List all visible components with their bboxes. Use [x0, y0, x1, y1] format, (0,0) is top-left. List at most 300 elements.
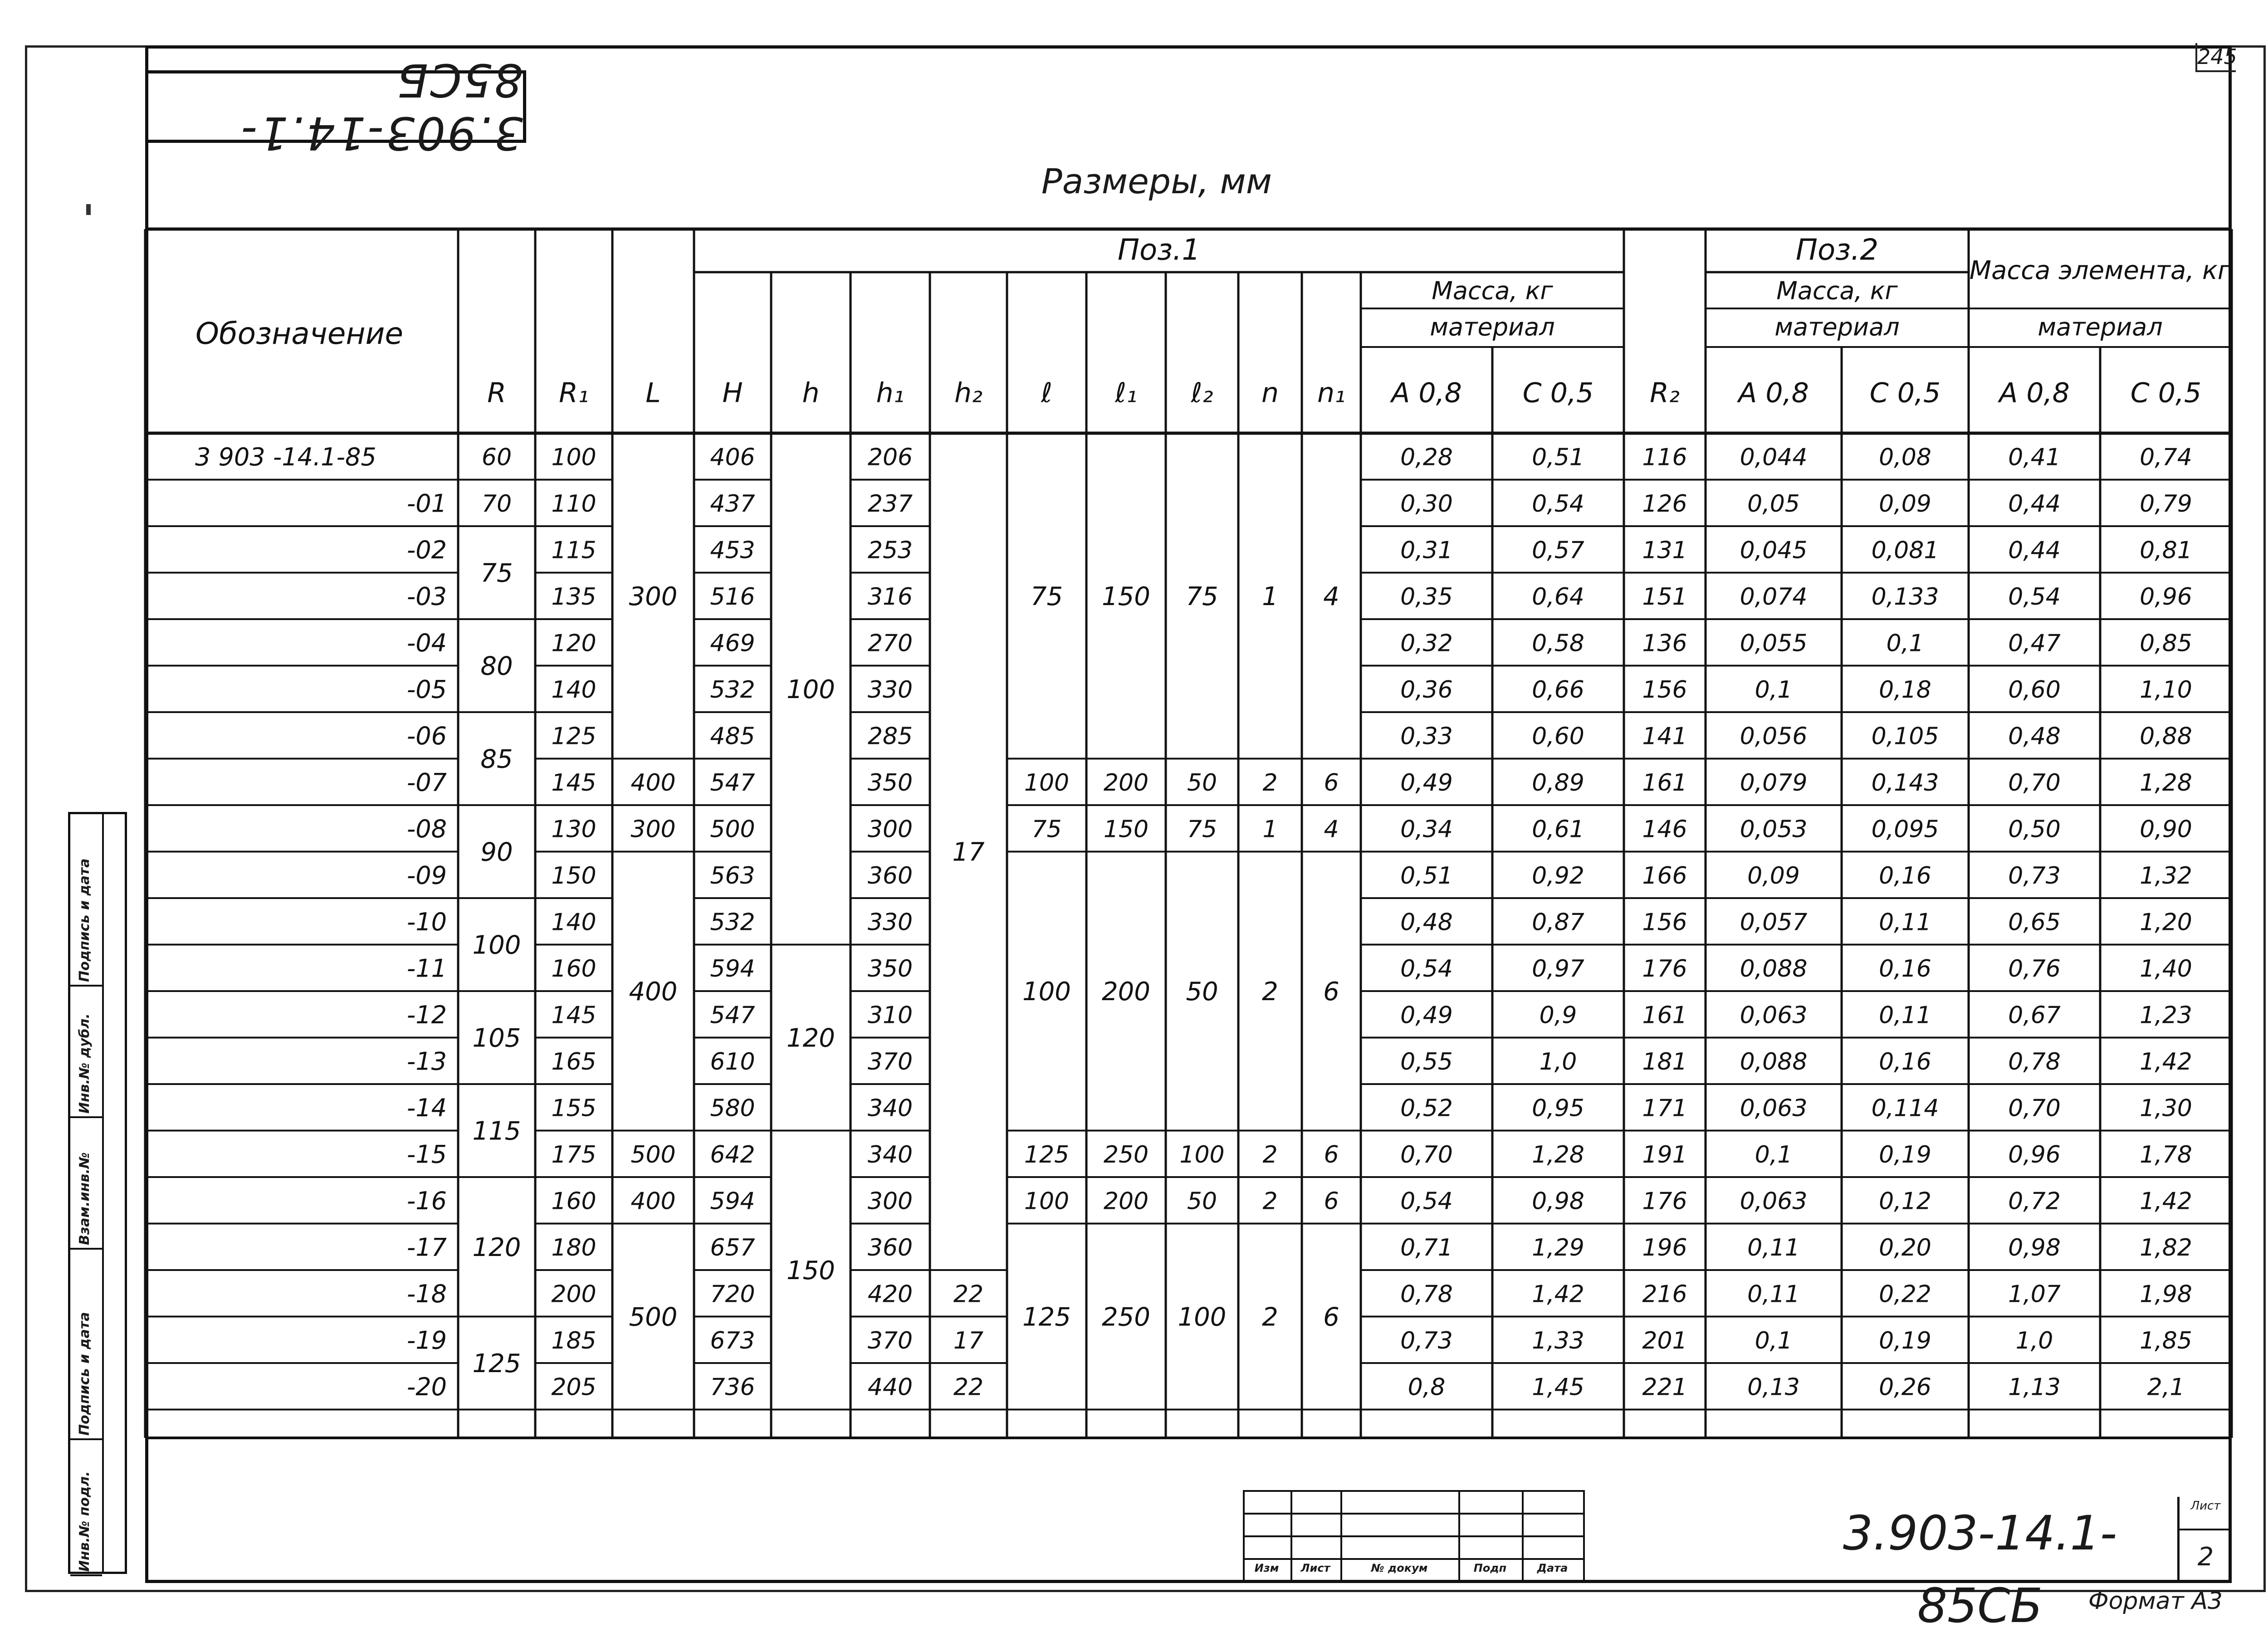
table-cell: 156	[1642, 676, 1687, 704]
table-cell: 0,33	[1400, 723, 1453, 750]
table-cell: 0,056	[1740, 723, 1808, 750]
table-cell: 0,67	[2008, 1002, 2061, 1029]
table-cell: 135	[551, 583, 596, 611]
table-cell: 116	[1642, 444, 1687, 471]
table-cell: 130	[551, 816, 596, 843]
table-cell: 1	[1262, 816, 1278, 843]
table-cell: 0,30	[1400, 490, 1453, 518]
column-header: С 0,5	[1522, 377, 1594, 409]
table-cell: 0,19	[1879, 1327, 1931, 1354]
table-cell: 0,26	[1879, 1373, 1931, 1401]
table-cell: 642	[710, 1141, 755, 1168]
merged-cell: 90	[480, 837, 513, 867]
table-cell: 250	[1103, 1141, 1149, 1168]
table-cell: 1,85	[2140, 1327, 2192, 1354]
table-cell: 0,105	[1871, 723, 1939, 750]
table-cell: 516	[710, 583, 755, 611]
table-cell: 1,0	[1539, 1048, 1577, 1075]
merged-cell: 17	[952, 837, 985, 867]
table-cell: 0,52	[1400, 1095, 1453, 1122]
table-cell: 657	[710, 1234, 755, 1261]
merged-cell: 6	[1323, 1302, 1339, 1332]
table-cell: 0,09	[1879, 490, 1931, 518]
designation-cell: -14	[406, 1093, 447, 1122]
table-cell: 0,55	[1400, 1048, 1453, 1075]
table-cell: 0,41	[2008, 444, 2061, 471]
format-label: Формат А3	[2088, 1588, 2223, 1615]
approval-cell	[70, 987, 102, 1118]
table-cell: 0,90	[2140, 816, 2192, 843]
table-cell: 0,66	[1532, 676, 1584, 704]
table-cell: 75	[1031, 816, 1062, 843]
table-cell: 310	[867, 1002, 913, 1029]
table-cell: 161	[1642, 769, 1687, 797]
table-cell: 0,54	[1400, 955, 1453, 982]
table-cell: 532	[710, 676, 755, 704]
table-cell: 350	[867, 955, 913, 982]
column-header: R₂	[1650, 377, 1680, 409]
table-cell: 181	[1642, 1048, 1687, 1075]
table-cell: 146	[1642, 816, 1687, 843]
approval-cell	[70, 1440, 102, 1576]
table-cell: 563	[710, 862, 755, 889]
designation-cell: -03	[406, 582, 447, 611]
table-cell: 0,98	[1532, 1188, 1584, 1215]
table-cell: 0,96	[2140, 583, 2192, 611]
table-cell: 0,81	[2140, 537, 2192, 564]
table-cell: 201	[1642, 1327, 1687, 1354]
table-cell: 0,063	[1740, 1188, 1808, 1215]
table-cell: 140	[551, 909, 596, 936]
table-cell: 330	[867, 676, 913, 704]
table-cell: 340	[867, 1141, 913, 1168]
table-cell: 145	[551, 769, 596, 797]
designation-header: Обозначение	[196, 316, 403, 352]
title-block-label: Лист	[1300, 1562, 1330, 1574]
table-cell: 165	[551, 1048, 596, 1075]
sheet-label: Лист	[2190, 1499, 2221, 1513]
table-cell: 200	[1103, 1188, 1149, 1215]
table-cell: 0,47	[2008, 630, 2061, 657]
table-cell: 200	[1103, 769, 1149, 797]
column-header: А 0,8	[1999, 377, 2070, 409]
table-cell: 1,82	[2140, 1234, 2192, 1261]
table-cell: 0,64	[1532, 583, 1584, 611]
merged-cell: 85	[480, 744, 513, 774]
table-cell: 0,1	[1755, 676, 1793, 704]
designation-cell: -20	[406, 1372, 447, 1401]
merged-cell: 115	[472, 1116, 521, 1146]
table-cell: 191	[1642, 1141, 1687, 1168]
designation-cell: -05	[406, 675, 447, 704]
table-cell: 0,71	[1400, 1234, 1453, 1261]
table-cell: 0,54	[1532, 490, 1584, 518]
table-cell: 100	[1024, 1188, 1070, 1215]
table-cell: 150	[1103, 816, 1149, 843]
table-cell: 0,78	[1400, 1280, 1453, 1308]
table-cell: 151	[1642, 583, 1687, 611]
material-header: материал	[2038, 313, 2163, 342]
title-block-line	[1243, 1558, 1583, 1560]
merged-cell: 6	[1323, 977, 1339, 1007]
table-cell: 0,133	[1871, 583, 1939, 611]
designation-cell: -04	[406, 628, 447, 657]
table-cell: 547	[710, 769, 755, 797]
table-cell: 720	[710, 1280, 755, 1308]
table-cell: 0,57	[1532, 537, 1584, 564]
designation-cell: -19	[406, 1326, 447, 1355]
table-cell: 500	[631, 1141, 676, 1168]
table-cell: 0,95	[1532, 1095, 1584, 1122]
merged-cell: 250	[1102, 1302, 1150, 1332]
table-cell: 0,9	[1539, 1002, 1577, 1029]
table-cell: 440	[867, 1373, 913, 1401]
table-cell: 340	[867, 1095, 913, 1122]
table-cell: 0,35	[1400, 583, 1453, 611]
table-cell: 485	[710, 723, 755, 750]
table-cell: 420	[867, 1280, 913, 1308]
column-header: С 0,5	[1869, 377, 1941, 409]
table-cell: 0,70	[2008, 769, 2061, 797]
table-cell: 237	[867, 490, 913, 518]
table-cell: 185	[551, 1327, 596, 1354]
approval-label: Подпись и дата	[77, 858, 93, 982]
table-cell: 0,74	[2140, 444, 2192, 471]
table-cell: 0,09	[1747, 862, 1800, 889]
table-cell: 0,055	[1740, 630, 1808, 657]
table-cell: 0,44	[2008, 537, 2061, 564]
table-cell: 166	[1642, 862, 1687, 889]
approval-label: Инв.№ подл.	[77, 1471, 93, 1572]
table-cell: 547	[710, 1002, 755, 1029]
table-cell: 673	[710, 1327, 755, 1354]
table-cell: 0,8	[1408, 1373, 1446, 1401]
table-cell: 200	[551, 1280, 596, 1308]
merged-cell: 2	[1262, 977, 1278, 1007]
table-cell: 216	[1642, 1280, 1687, 1308]
table-cell: 532	[710, 909, 755, 936]
table-cell: 196	[1642, 1234, 1687, 1261]
designation-cell: -07	[406, 768, 447, 797]
table-cell: 0,61	[1532, 816, 1584, 843]
table-cell: 406	[710, 444, 755, 471]
merged-cell: 100	[1022, 977, 1071, 1007]
strip-rule	[102, 814, 104, 1572]
corner-page-number: 245	[2195, 43, 2236, 72]
designation-cell: -18	[406, 1279, 447, 1308]
table-cell: 0,1	[1755, 1327, 1793, 1354]
table-cell: 140	[551, 676, 596, 704]
approval-cell	[70, 1118, 102, 1250]
table-cell: 0,78	[2008, 1048, 2061, 1075]
designation-cell: -06	[406, 721, 447, 750]
element-mass-header: Масса элемента, кг	[1969, 256, 2231, 286]
table-cell: 437	[710, 490, 755, 518]
table-cell: 0,48	[2008, 723, 2061, 750]
merged-cell: 150	[1102, 582, 1150, 611]
table-cell: 125	[551, 723, 596, 750]
designation-cell: 3 903 -14.1-85	[195, 442, 376, 471]
title-block-line	[1243, 1535, 1583, 1537]
table-cell: 1,23	[2140, 1002, 2192, 1029]
table-cell: 0,063	[1740, 1095, 1808, 1122]
table-cell: 1,30	[2140, 1095, 2192, 1122]
table-cell: 0,13	[1747, 1373, 1800, 1401]
left-approval-strip	[68, 812, 127, 1574]
table-cell: 100	[1024, 769, 1070, 797]
table-cell: 0,85	[2140, 630, 2192, 657]
table-cell: 115	[551, 537, 596, 564]
table-cell: 6	[1324, 1188, 1339, 1215]
table-cell: 0,22	[1879, 1280, 1931, 1308]
table-cell: 125	[1024, 1141, 1070, 1168]
table-cell: 0,16	[1879, 862, 1931, 889]
table-cell: 1,78	[2140, 1141, 2192, 1168]
table-cell: 0,88	[2140, 723, 2192, 750]
table-cell: 300	[867, 1188, 913, 1215]
table-cell: 0,044	[1740, 444, 1808, 471]
table-cell: 0,1	[1886, 630, 1924, 657]
table-cell: 580	[710, 1095, 755, 1122]
table-cell: 300	[867, 816, 913, 843]
merged-cell: 75	[480, 558, 513, 588]
merged-cell: 50	[1186, 977, 1218, 1007]
designation-cell: -10	[406, 907, 447, 936]
merged-cell: 120	[472, 1232, 521, 1262]
table-cell: 1,40	[2140, 955, 2192, 982]
title-block-line	[1583, 1490, 1585, 1583]
table-cell: 1,42	[2140, 1048, 2192, 1075]
table-cell: 2	[1262, 1141, 1278, 1168]
table-cell: 0,50	[2008, 816, 2061, 843]
table-cell: 0,081	[1871, 537, 1939, 564]
table-cell: 50	[1187, 769, 1217, 797]
table-cell: 0,87	[1532, 909, 1584, 936]
designation-cell: -02	[406, 535, 447, 564]
table-cell: 0,60	[2008, 676, 2061, 704]
table-cell: 0,1	[1755, 1141, 1793, 1168]
table-cell: 0,143	[1871, 769, 1939, 797]
material-header: материал	[1430, 313, 1555, 342]
table-cell: 160	[551, 1188, 596, 1215]
table-cell: 205	[551, 1373, 596, 1401]
column-header: h	[802, 377, 820, 409]
table-cell: 0,51	[1400, 862, 1453, 889]
table-cell: 370	[867, 1048, 913, 1075]
table-cell: 2,1	[2147, 1373, 2185, 1401]
table-cell: 1,45	[1532, 1373, 1584, 1401]
table-cell: 161	[1642, 1002, 1687, 1029]
table-cell: 176	[1642, 955, 1687, 982]
column-header: С 0,5	[2130, 377, 2202, 409]
table-cell: 4	[1324, 816, 1339, 843]
table-cell: 1,32	[2140, 862, 2192, 889]
table-cell: 0,057	[1740, 909, 1808, 936]
table-cell: 17	[953, 1327, 984, 1354]
designation-cell: -09	[406, 861, 447, 890]
table-cell: 0,063	[1740, 1002, 1808, 1029]
table-cell: 0,76	[2008, 955, 2061, 982]
rotated-code: 3.903-14.1-85СБ	[239, 54, 523, 160]
table-cell: 350	[867, 769, 913, 797]
merged-cell: 105	[472, 1023, 521, 1053]
table-cell: 316	[867, 583, 913, 611]
table-cell: 610	[710, 1048, 755, 1075]
title-block-label: № докум	[1371, 1562, 1428, 1574]
pos1-header: Поз.1	[1117, 233, 1201, 267]
table-cell: 180	[551, 1234, 596, 1261]
merged-cell: 400	[629, 977, 678, 1007]
table-cell: 400	[631, 1188, 676, 1215]
table-cell: 0,088	[1740, 1048, 1808, 1075]
table-cell: 0,095	[1871, 816, 1939, 843]
designation-cell: -11	[406, 954, 447, 983]
table-cell: 1,28	[1532, 1141, 1584, 1168]
merged-cell: 200	[1102, 977, 1150, 1007]
merged-cell: 500	[629, 1302, 678, 1332]
merged-cell: 100	[1178, 1302, 1227, 1332]
sheet-rule	[2180, 1529, 2232, 1530]
column-header: ℓ	[1041, 377, 1052, 409]
table-cell: 1,20	[2140, 909, 2192, 936]
table-cell: 285	[867, 723, 913, 750]
merged-cell: 150	[787, 1256, 835, 1286]
table-cell: 22	[953, 1373, 984, 1401]
table-cell: 0,16	[1879, 955, 1931, 982]
table-cell: 0,72	[2008, 1188, 2061, 1215]
table-cell: 6	[1324, 769, 1339, 797]
designation-cell: -12	[406, 1000, 447, 1029]
merged-cell: 4	[1323, 582, 1339, 611]
table-cell: 0,31	[1400, 537, 1453, 564]
table-cell: 0,54	[2008, 583, 2061, 611]
table-cell: 0,11	[1879, 909, 1931, 936]
table-cell: 0,12	[1879, 1188, 1931, 1215]
table-cell: 0,053	[1740, 816, 1808, 843]
merged-cell: 125	[472, 1349, 521, 1379]
table-cell: 0,92	[1532, 862, 1584, 889]
table-cell: 1,98	[2140, 1280, 2192, 1308]
table-cell: 155	[551, 1095, 596, 1122]
table-cell: 0,70	[2008, 1095, 2061, 1122]
table-cell: 176	[1642, 1188, 1687, 1215]
merged-cell: 1	[1262, 582, 1278, 611]
column-header: R	[487, 377, 506, 409]
merged-cell: 75	[1186, 582, 1218, 611]
table-cell: 50	[1187, 1188, 1217, 1215]
column-header: L	[645, 377, 661, 409]
table-cell: 120	[551, 630, 596, 657]
table-cell: 469	[710, 630, 755, 657]
table-body	[195, 443, 2192, 1401]
table-cell: 0,045	[1740, 537, 1808, 564]
table-cell: 0,89	[1532, 769, 1584, 797]
table-cell: 221	[1642, 1373, 1687, 1401]
table-cell: 160	[551, 955, 596, 982]
table-cell: 100	[551, 444, 596, 471]
table-cell: 1,42	[2140, 1188, 2192, 1215]
table-cell: 0,34	[1400, 816, 1453, 843]
table-cell: 0,65	[2008, 909, 2061, 936]
approval-label: Взам.инв.№	[77, 1152, 93, 1245]
table-cell: 1,07	[2008, 1280, 2061, 1308]
table-cell: 0,074	[1740, 583, 1808, 611]
table-cell: 2	[1262, 769, 1278, 797]
table-cell: 141	[1642, 723, 1687, 750]
title-block-label: Дата	[1537, 1562, 1568, 1574]
merged-cell: 300	[629, 582, 678, 611]
table-cell: 0,70	[1400, 1141, 1453, 1168]
table-cell: 136	[1642, 630, 1687, 657]
column-header: n₁	[1317, 377, 1346, 409]
table-cell: 0,96	[2008, 1141, 2061, 1168]
table-cell: 360	[867, 1234, 913, 1261]
column-header: А 0,8	[1738, 377, 1809, 409]
approval-cell	[70, 814, 102, 987]
document-code: 3.903-14.1-85СБ	[1843, 1505, 2117, 1633]
table-cell: 60	[481, 444, 512, 471]
table-cell: 0,60	[1532, 723, 1584, 750]
designation-cell: -15	[406, 1140, 447, 1169]
table-cell: 360	[867, 862, 913, 889]
table-cell: 70	[481, 490, 512, 518]
table-cell: 0,20	[1879, 1234, 1931, 1261]
table-cell: 400	[631, 769, 676, 797]
table-cell: 0,51	[1532, 444, 1584, 471]
material-header: материал	[1774, 313, 1900, 342]
table-cell: 0,97	[1532, 955, 1584, 982]
title-block-line	[1243, 1490, 1583, 1492]
table-cell: 0,16	[1879, 1048, 1931, 1075]
table-cell: 150	[551, 862, 596, 889]
designation-cell: -16	[406, 1186, 447, 1215]
table-cell: 0,49	[1400, 769, 1453, 797]
table-cell: 1,29	[1532, 1234, 1584, 1261]
mass-header: Масса, кг	[1432, 276, 1553, 305]
merged-cell: 120	[787, 1023, 835, 1053]
table-cell: 22	[953, 1280, 984, 1308]
designation-cell: -17	[406, 1233, 447, 1262]
pos2-header: Поз.2	[1795, 233, 1879, 267]
table-cell: 2	[1262, 1188, 1278, 1215]
designation-cell: -08	[406, 814, 447, 843]
column-header: h₁	[876, 377, 904, 409]
column-header: ℓ₂	[1191, 377, 1213, 409]
table-cell: 131	[1642, 537, 1687, 564]
table-cell: 100	[1179, 1141, 1225, 1168]
sheet-number-box	[2177, 1497, 2232, 1583]
merged-cell: 75	[1030, 582, 1063, 611]
column-header: R₁	[559, 377, 589, 409]
title-block-label: Подп	[1473, 1562, 1507, 1574]
column-header: n	[1261, 377, 1279, 409]
table-cell: 0,05	[1747, 490, 1800, 518]
table-cell: 110	[551, 490, 596, 518]
merged-cell: 100	[472, 930, 521, 960]
table-cell: 300	[631, 816, 676, 843]
table-cell: 500	[710, 816, 755, 843]
merged-cell: 100	[787, 674, 835, 704]
title-block-line	[1243, 1513, 1583, 1515]
table-cell: 1,10	[2140, 676, 2192, 704]
column-header: h₂	[954, 377, 983, 409]
table-cell: 736	[710, 1373, 755, 1401]
table-cell: 0,11	[1747, 1234, 1800, 1261]
table-cell: 1,42	[1532, 1280, 1584, 1308]
table-cell: 0,98	[2008, 1234, 2061, 1261]
table-cell: 171	[1642, 1095, 1687, 1122]
table-cell: 0,079	[1740, 769, 1808, 797]
